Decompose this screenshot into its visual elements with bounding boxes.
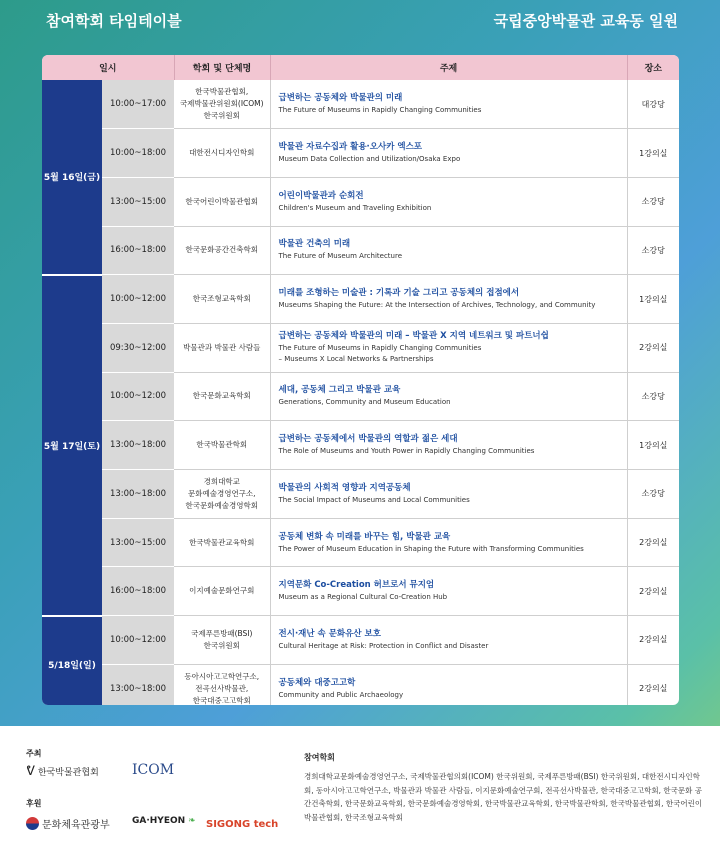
session-topic: [270, 323, 627, 372]
session-time: 13:00~18:00: [102, 664, 174, 705]
header-topic: 주제: [270, 55, 627, 80]
table-row: [42, 616, 679, 665]
org-line: 한국박물관협회,: [195, 87, 249, 97]
session-topic: [270, 177, 627, 226]
org-line: 한국조형교육학회: [192, 294, 251, 304]
session-topic: [270, 421, 627, 470]
session-org: [174, 567, 270, 616]
session-place: 소강당: [627, 372, 679, 421]
topic-title-en: Museum as a Regional Cultural Co-Creation Hub: [278, 593, 448, 602]
session-org: [174, 177, 270, 226]
topic-title-en: The Future of Museums in Rapidly Changing Communities: [278, 106, 482, 115]
topic-title-en: Museum Data Collection and Utilization/Osaka Expo: [278, 155, 461, 164]
session-place: 2강의실: [627, 518, 679, 567]
org-line: 한국어린이박물관협회: [185, 196, 258, 206]
header-datetime: 일시: [42, 55, 174, 80]
org-line: 한국위원회: [203, 111, 240, 121]
table-row: [42, 664, 679, 705]
session-org: [174, 470, 270, 519]
session-time: 10:00~12:00: [102, 616, 174, 665]
participants-list: 경희대학교문화예술경영연구소, 국제박물관협의회(ICOM) 한국위원회, 국제푸른방패(BSI) 한국위원회, 대한전시디자인학회, 동아시아고고학연구소, 박물관과 박물관 사람들, 이지문화예술연구회, 전곡선사박물관, 한국대중고고학회, 한국문화 공간건축학회, 한국문화교육학회, 한국문화예술경영학회, 한국박물관교육학회, 한국박물관학회, 한국박물관협회, 한국어린이박물관협회, 한국조형교육학회: [304, 772, 703, 822]
topic-title-ko: 공동체 변화 속 미래를 바꾸는 힘, 박물관 교육: [278, 531, 451, 542]
org-line: 전곡선사박물관,: [195, 683, 249, 693]
topic-title-en: Cultural Heritage at Risk: Protection in Conflict and Disaster: [278, 641, 489, 650]
gahyeon-logo-text: GA·HYEON: [132, 816, 186, 826]
gahyeon-leaf-icon: ❧: [188, 816, 196, 826]
session-place: 1강의실: [627, 129, 679, 178]
topic-title-ko: 급변하는 공동체에서 박물관의 역할과 젊은 세대: [278, 434, 458, 445]
timetable: [42, 55, 679, 705]
session-topic: [270, 129, 627, 178]
org-line: 대한전시디자인학회: [189, 148, 255, 158]
session-topic: [270, 616, 627, 665]
session-topic: [270, 518, 627, 567]
timetable-table: [42, 55, 679, 705]
page-title: 참여학회 타임테이블: [46, 12, 182, 30]
org-line: 한국대중고고학회: [192, 695, 251, 705]
session-time: 10:00~17:00: [102, 80, 174, 129]
kma-logo: [26, 764, 99, 779]
topic-title-ko: 박물관 자료수집과 활용·오사카 엑스포: [278, 142, 422, 153]
session-org: [174, 323, 270, 372]
table-row: [42, 421, 679, 470]
session-place: 소강당: [627, 177, 679, 226]
topic-title-en: The Role of Museums and Youth Power in Rapidly Changing Communities: [278, 447, 535, 456]
icom-logo-text: ICOM: [132, 762, 175, 778]
table-header: [42, 55, 679, 80]
topic-title-ko: 세대, 공동체 그리고 박물관 교육: [278, 385, 401, 396]
session-topic: [270, 664, 627, 705]
session-org: [174, 226, 270, 275]
table-row: [42, 177, 679, 226]
session-place: 대강당: [627, 80, 679, 129]
session-topic: [270, 470, 627, 519]
table-row: [42, 226, 679, 275]
session-org: [174, 616, 270, 665]
session-place: 1강의실: [627, 421, 679, 470]
org-line: 한국문화교육학회: [192, 391, 251, 401]
topic-title-en: Children's Museum and Traveling Exhibition: [278, 203, 432, 212]
session-org: [174, 372, 270, 421]
session-time: 10:00~12:00: [102, 372, 174, 421]
session-time: 09:30~12:00: [102, 323, 174, 372]
org-line: 문화예술경영연구소,: [187, 488, 256, 498]
session-time: 10:00~12:00: [102, 275, 174, 324]
session-topic: [270, 80, 627, 129]
header-org: 학회 및 단체명: [174, 55, 270, 80]
session-time: 16:00~18:00: [102, 567, 174, 616]
sigong-logo-text: SIGONG tech: [206, 819, 279, 830]
topic-title-ko: 미래를 조형하는 미술관 : 기록과 기술 그리고 공동체의 접점에서: [278, 288, 520, 299]
session-time: 13:00~18:00: [102, 470, 174, 519]
topic-title-en: The Power of Museum Education in Shaping the Future with Transforming Communities: [278, 544, 584, 553]
org-line: 동아시아고고학연구소,: [184, 671, 260, 681]
session-topic: [270, 226, 627, 275]
kma-logo-icon: ᕓ: [26, 764, 35, 779]
org-line: 한국박물관교육학회: [189, 537, 255, 547]
sigong-logo: [206, 819, 278, 830]
session-place: 소강당: [627, 470, 679, 519]
host-label: 주최: [26, 749, 42, 758]
org-line: 경희대학교: [203, 476, 240, 486]
topic-title-en: The Social Impact of Museums and Local Communities: [278, 495, 470, 504]
venue-label: 국립중앙박물관 교육동 일원: [493, 12, 678, 30]
session-org: [174, 421, 270, 470]
mcst-logo-text: 문화체육관광부: [42, 820, 110, 831]
day-label: 5/18일(일): [42, 616, 102, 705]
table-row: [42, 470, 679, 519]
session-org: [174, 129, 270, 178]
footer: [0, 726, 720, 858]
table-row: [42, 323, 679, 372]
session-place: 2강의실: [627, 323, 679, 372]
org-line: 국제박물관위원회(ICOM): [179, 99, 264, 109]
header-place: 장소: [627, 55, 679, 80]
mcst-logo: [26, 816, 110, 831]
table-row: [42, 518, 679, 567]
table-row: [42, 80, 679, 129]
day-label: 5월 16일(금): [42, 80, 102, 275]
sponsor-label: 후원: [26, 799, 42, 808]
topic-title-ko: 전시·재난 속 문화유산 보호: [278, 628, 381, 639]
org-line: 한국박물관학회: [196, 440, 248, 450]
org-line: 국제푸른방패(BSI): [191, 628, 253, 638]
topic-title-en: The Future of Museum Architecture: [278, 252, 403, 261]
session-place: 2강의실: [627, 567, 679, 616]
session-place: 1강의실: [627, 275, 679, 324]
org-line: 박물관과 박물관 사람들: [183, 342, 261, 352]
topic-title-en: – Museums X Local Networks & Partnerships: [278, 355, 434, 364]
session-place: 2강의실: [627, 616, 679, 665]
mcst-logo-icon: [26, 817, 39, 830]
session-place: 소강당: [627, 226, 679, 275]
session-time: 13:00~15:00: [102, 518, 174, 567]
topic-title-en: The Future of Museums in Rapidly Changing Communities: [278, 344, 482, 353]
topic-title-ko: 박물관의 사회적 영향과 지역공동체: [278, 482, 411, 493]
session-time: 13:00~18:00: [102, 421, 174, 470]
session-topic: [270, 372, 627, 421]
session-time: 16:00~18:00: [102, 226, 174, 275]
topic-title-ko: 박물관 건축의 미래: [278, 239, 351, 250]
org-line: 한국문화공간건축학회: [185, 245, 258, 255]
topic-title-ko: 급변하는 공동체와 박물관의 미래 – 박물관 X 지역 네트워크 및 파트너쉽: [278, 331, 549, 342]
session-time: 10:00~18:00: [102, 129, 174, 178]
table-row: [42, 275, 679, 324]
topic-title-ko: 어린이박물관과 순회전: [278, 190, 364, 201]
topic-title-en: Community and Public Archaeology: [278, 690, 404, 699]
session-time: 13:00~15:00: [102, 177, 174, 226]
session-place: 2강의실: [627, 664, 679, 705]
participants-label: 참여학회: [304, 753, 335, 762]
org-line: 이지예술문화연구회: [189, 586, 255, 596]
topic-title-en: Museums Shaping the Future: At the Intersection of Archives, Technology, and Community: [278, 301, 596, 310]
session-org: [174, 664, 270, 705]
table-row: [42, 129, 679, 178]
session-org: [174, 80, 270, 129]
session-org: [174, 275, 270, 324]
table-row: [42, 567, 679, 616]
topic-title-ko: 공동체와 대중고고학: [278, 677, 356, 688]
topic-title-ko: 급변하는 공동체와 박물관의 미래: [278, 93, 403, 104]
icom-logo: [132, 762, 174, 778]
day-label: 5월 17일(토): [42, 275, 102, 616]
session-topic: [270, 275, 627, 324]
gahyeon-logo: [132, 816, 196, 826]
table-row: [42, 372, 679, 421]
kma-logo-text: 한국박물관협회: [37, 768, 99, 778]
topic-title-ko: 지역문화 Co-Creation 허브로서 뮤지엄: [278, 580, 435, 591]
session-topic: [270, 567, 627, 616]
org-line: 한국위원회: [203, 640, 240, 650]
topic-title-en: Generations, Community and Museum Education: [278, 398, 451, 407]
org-line: 한국문화예술경영학회: [185, 500, 258, 510]
session-org: [174, 518, 270, 567]
